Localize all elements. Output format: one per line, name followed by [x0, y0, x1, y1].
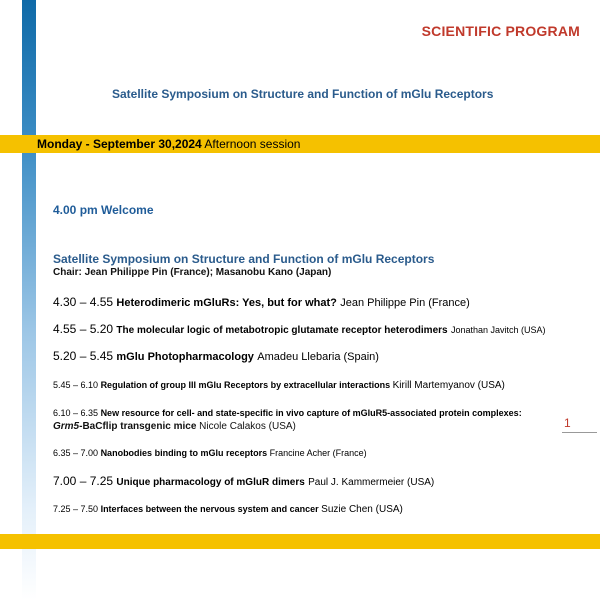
talk-speaker: Nicole Calakos (USA): [199, 421, 296, 432]
page-number: 1: [564, 416, 571, 430]
talk-title: Unique pharmacology of mGluR dimers: [116, 477, 305, 488]
talk-speaker: Paul J. Kammermeier (USA): [308, 477, 435, 488]
talk-row: [53, 408, 522, 418]
program-label: SCIENTIFIC PROGRAM: [421, 23, 580, 39]
day-line: [37, 137, 300, 151]
talk-row: [53, 380, 505, 391]
talk-time: 4.55 – 5.20: [53, 322, 114, 336]
talk-speaker: Francine Acher (France): [269, 448, 367, 458]
talk-title: The molecular logic of metabotropic glutamate receptor heterodimers: [116, 325, 448, 336]
talk-row: [53, 349, 379, 363]
talk-time: 7.00 – 7.25: [53, 474, 114, 488]
talk-subtitle-rest: -BaCflip transgenic mice: [79, 421, 197, 432]
talk-speaker: Kirill Martemyanov (USA): [392, 380, 505, 391]
talk-time: 5.45 – 6.10: [53, 380, 99, 390]
talk-title: Heterodimeric mGluRs: Yes, but for what?: [116, 297, 337, 309]
talk-speaker: Jean Philippe Pin (France): [340, 297, 470, 309]
talk-time: 6.35 – 7.00: [53, 448, 99, 458]
talk-speaker: Suzie Chen (USA): [321, 504, 403, 515]
talk-row: [53, 322, 545, 336]
talk-row: [53, 504, 403, 515]
talk-row: [53, 295, 470, 309]
talk-title: New resource for cell- and state-specific in vivo capture of mGluR5-associated protein complexes:: [100, 408, 522, 418]
talk-title: Interfaces between the nervous system and cancer: [100, 504, 319, 514]
talk-row: [53, 474, 434, 488]
talk-row: [53, 448, 367, 458]
left-accent-bar: [22, 0, 36, 600]
talk-time: 4.30 – 4.55: [53, 295, 114, 309]
day-session: Afternoon session: [204, 137, 301, 151]
symposium-title: Satellite Symposium on Structure and Function of mGlu Receptors: [112, 87, 494, 101]
talk-time: 5.20 – 5.45: [53, 349, 114, 363]
talk-title: mGlu Photopharmacology: [116, 351, 254, 363]
welcome-item: 4.00 pm Welcome: [53, 203, 154, 217]
session-chair: Chair: Jean Philippe Pin (France); Masanobu Kano (Japan): [53, 267, 332, 278]
page-number-underline: [562, 432, 597, 433]
talk-title: Regulation of group III mGlu Receptors by extracellular interactions: [100, 380, 391, 390]
talk-time: 6.10 – 6.35: [53, 408, 99, 418]
talk-time: 7.25 – 7.50: [53, 504, 99, 514]
footer-banner: [0, 534, 600, 549]
day-date: Monday - September 30,2024: [37, 137, 202, 151]
talk-subtitle-italic: Grm5: [53, 421, 80, 432]
session-title: Satellite Symposium on Structure and Function of mGlu Receptors: [53, 252, 435, 266]
talk-speaker: Amadeu Llebaria (Spain): [257, 351, 379, 363]
talk-subtitle-line: [53, 421, 296, 432]
talk-speaker: Jonathan Javitch (USA): [450, 325, 546, 335]
talk-title: Nanobodies binding to mGlu receptors: [100, 448, 268, 458]
